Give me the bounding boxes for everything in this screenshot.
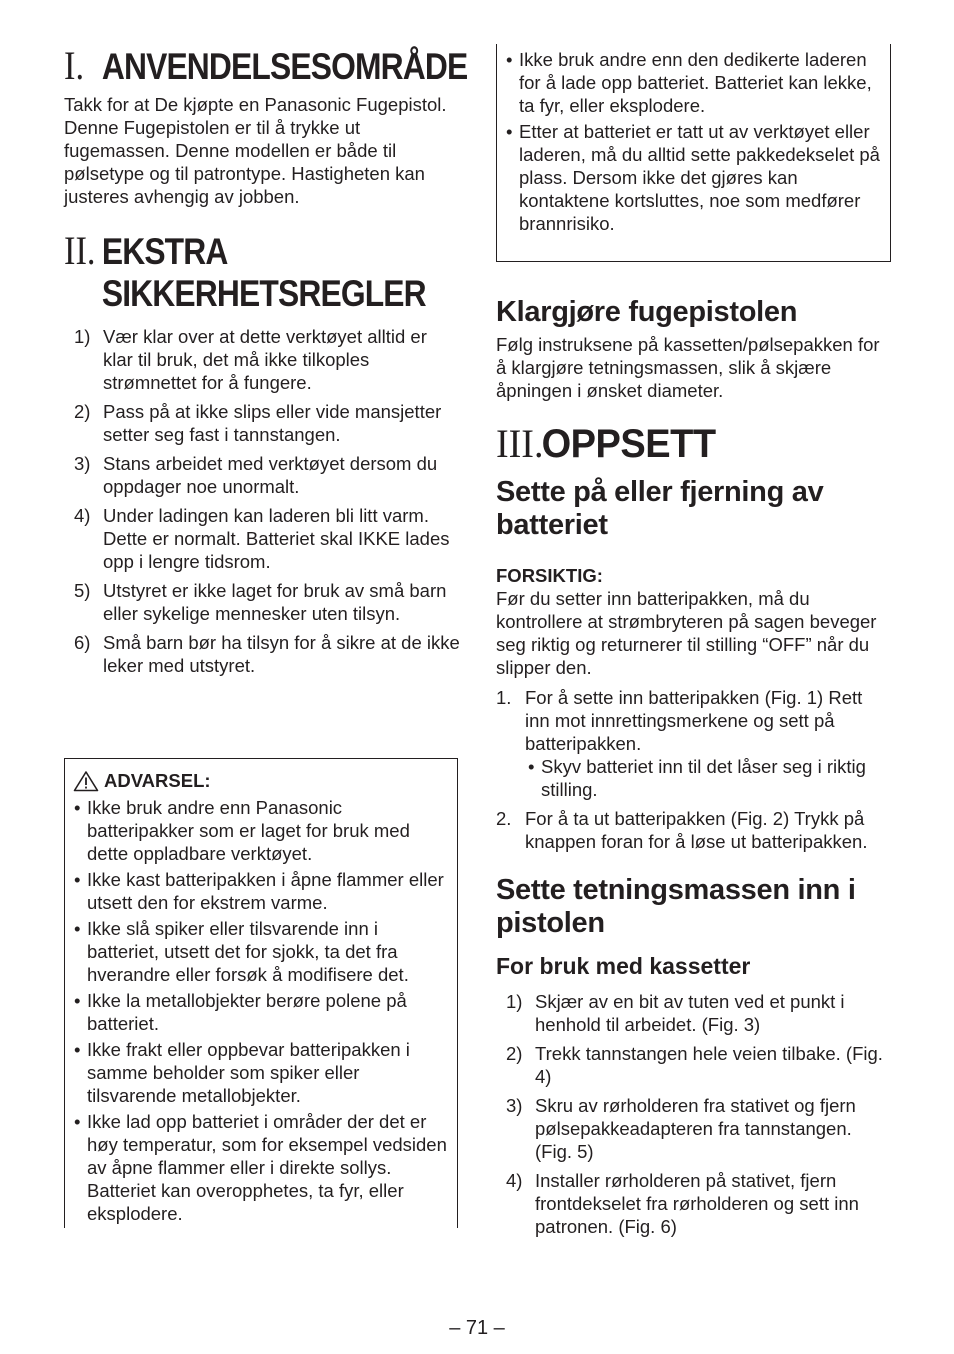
battery-heading: Sette på eller fjerning av batteriet xyxy=(496,476,824,541)
sealant-steps-list xyxy=(496,990,892,1238)
warning-item: • Ikke slå spiker eller tilsvarende inn i batteriet, utsett det for sjokk, ta det fra hverandre eller forsøk å modifisere det. xyxy=(73,917,449,986)
warning-item: • Etter at batteriet er tatt ut av verktøyet eller laderen, må du alltid sette pakkedekselet på plass. Dersom ikke det gjøres kan kontaktene kortsluttes, noe som medfører brannrisiko. xyxy=(505,120,882,235)
safety-rule-item xyxy=(64,452,460,498)
safety-rule-number: 5) xyxy=(74,580,91,601)
sealant-step-text: Trekk tannstangen hele veien tilbake. (Fig. 4) xyxy=(535,1043,883,1087)
warning-item: • Ikke bruk andre enn Panasonic batteripakker som er laget for bruk med dette oppladbare verktøyet. xyxy=(73,796,449,865)
warning-triangle-icon xyxy=(73,770,99,792)
right-column xyxy=(496,296,892,1244)
safety-rule-item xyxy=(64,579,460,625)
prepare-body: Følg instruksene på kassetten/pølsepakken for å klargjøre tetningsmassen, slik å skjære åpningen i ønsket diameter. xyxy=(496,334,880,401)
safety-rule-number: 2) xyxy=(74,401,91,422)
warning-title xyxy=(73,769,449,792)
section-1-body: Takk for at De kjøpte en Panasonic Fugepistol. Denne Fugepistolen er til å trykke ut fugemassen. Denne modellen er både til pølsetype og til patrontype. Hastigheten kan justeres avhengig av jobben. xyxy=(64,94,447,207)
section-2-numeral: II. xyxy=(64,228,96,273)
battery-step-number: 2. xyxy=(496,808,512,829)
safety-rule-number: 4) xyxy=(74,505,91,526)
section-1-title: ANVENDELSESOMRÅDE xyxy=(101,46,468,87)
safety-rule-number: 3) xyxy=(74,453,91,474)
warning-list xyxy=(73,796,449,1225)
warning-item: • Ikke frakt eller oppbevar batteripakken i samme beholder som spiker eller tilsvarende metallobjekter. xyxy=(73,1038,449,1107)
safety-rule-item xyxy=(64,631,460,677)
safety-rule-text: Små barn bør ha tilsyn for å sikre at de ikke leker med utstyret. xyxy=(103,632,460,676)
safety-rule-text: Vær klar over at dette verktøyet alltid er klar til bruk, det må ikke tilkoples strømnettet for å fungere. xyxy=(103,326,427,393)
section-3-heading xyxy=(496,421,872,466)
sealant-step-number: 1) xyxy=(506,991,523,1012)
sealant-step-item xyxy=(496,1169,892,1238)
page-number: – 71 – xyxy=(449,1317,505,1339)
warning-list-continued xyxy=(505,48,882,235)
section-2-title-line2: SIKKERHETSREGLER xyxy=(101,273,426,314)
battery-step-number: 1. xyxy=(496,687,512,708)
safety-rule-text: Pass på at ikke slips eller vide mansjetter setter seg fast i tannstangen. xyxy=(103,401,442,445)
sealant-step-number: 2) xyxy=(506,1043,523,1064)
sealant-heading: Sette tetningsmassen inn i pistolen xyxy=(496,874,856,939)
battery-step-subitem: • Skyv batteriet inn til det låser seg i riktig stilling. xyxy=(527,755,892,801)
caution-label: FORSIKTIG: xyxy=(496,565,603,586)
section-3-numeral: III. xyxy=(496,421,544,466)
safety-rule-item xyxy=(64,504,460,573)
sealant-subheading: For bruk med kassetter xyxy=(496,953,751,979)
prepare-heading: Klargjøre fugepistolen xyxy=(496,296,798,328)
sealant-step-item xyxy=(496,1042,892,1088)
left-column xyxy=(64,0,468,683)
safety-rule-text: Utstyret er ikke laget for bruk av små barn eller sykelige mennesker uten tilsyn. xyxy=(103,580,447,624)
safety-rule-number: 1) xyxy=(74,326,91,347)
sealant-step-number: 3) xyxy=(506,1095,523,1116)
battery-step-item xyxy=(496,686,892,801)
safety-rule-item xyxy=(64,325,460,394)
section-2-heading xyxy=(64,228,426,315)
section-1-numeral: I. xyxy=(64,43,85,88)
safety-rule-item xyxy=(64,400,460,446)
caution-body: Før du setter inn batteripakken, må du kontrollere at strømbryteren på sagen beveger seg riktig og returnerer til stilling “OFF” når du slipper den. xyxy=(496,588,877,678)
sealant-step-text: Installer rørholderen på stativet, fjern frontdekselet fra rørholderen og sett inn patronen. (Fig. 6) xyxy=(535,1170,859,1237)
section-1-heading xyxy=(64,43,468,88)
warning-box-continued xyxy=(496,44,891,262)
battery-step-item xyxy=(496,807,892,853)
sealant-step-item xyxy=(496,1094,892,1163)
safety-rule-text: Stans arbeidet med verktøyet dersom du oppdager noe unormalt. xyxy=(103,453,438,497)
warning-item: • Ikke lad opp batteriet i områder der det er høy temperatur, som for eksempel vedsiden av åpne flammer eller i direkte sollys. Batteriet kan overopphetes, ta fyr, eller eksplodere. xyxy=(73,1110,449,1225)
warning-item: • Ikke la metallobjekter berøre polene på batteriet. xyxy=(73,989,449,1035)
battery-step-text: For å ta ut batteripakken (Fig. 2) Trykk på knappen foran for å løse ut batteripakken. xyxy=(525,808,868,852)
battery-step-sublist xyxy=(527,755,892,801)
warning-item: • Ikke kast batteripakken i åpne flammer eller utsett den for ekstrem varme. xyxy=(73,868,449,914)
sealant-step-text: Skjær av en bit av tuten ved et punkt i henhold til arbeidet. (Fig. 3) xyxy=(535,991,845,1035)
safety-rule-text: Under ladingen kan laderen bli litt varm. Dette er normalt. Batteriet skal IKKE lades opp i lengre tidsrom. xyxy=(103,505,450,572)
sealant-step-item xyxy=(496,990,892,1036)
warning-item: • Ikke bruk andre enn den dedikerte laderen for å lade opp batteriet. Batteriet kan lekke, ta fyr, eller eksplodere. xyxy=(505,48,882,117)
section-3-title: OPPSETT xyxy=(541,422,716,466)
safety-rule-number: 6) xyxy=(74,632,91,653)
warning-label: ADVARSEL: xyxy=(104,770,211,791)
sealant-step-number: 4) xyxy=(506,1170,523,1191)
warning-box xyxy=(64,758,458,1228)
sealant-step-text: Skru av rørholderen fra stativet og fjern pølsepakkeadapteren fra tannstangen. (Fig. 5) xyxy=(535,1095,856,1162)
battery-step-text: For å sette inn batteripakken (Fig. 1) Rett inn mot innrettingsmerkene og sett på batteripakken. xyxy=(525,687,863,754)
battery-steps-list xyxy=(496,686,892,853)
safety-rules-list xyxy=(64,325,460,677)
section-2-title-line1: EKSTRA xyxy=(101,231,228,272)
